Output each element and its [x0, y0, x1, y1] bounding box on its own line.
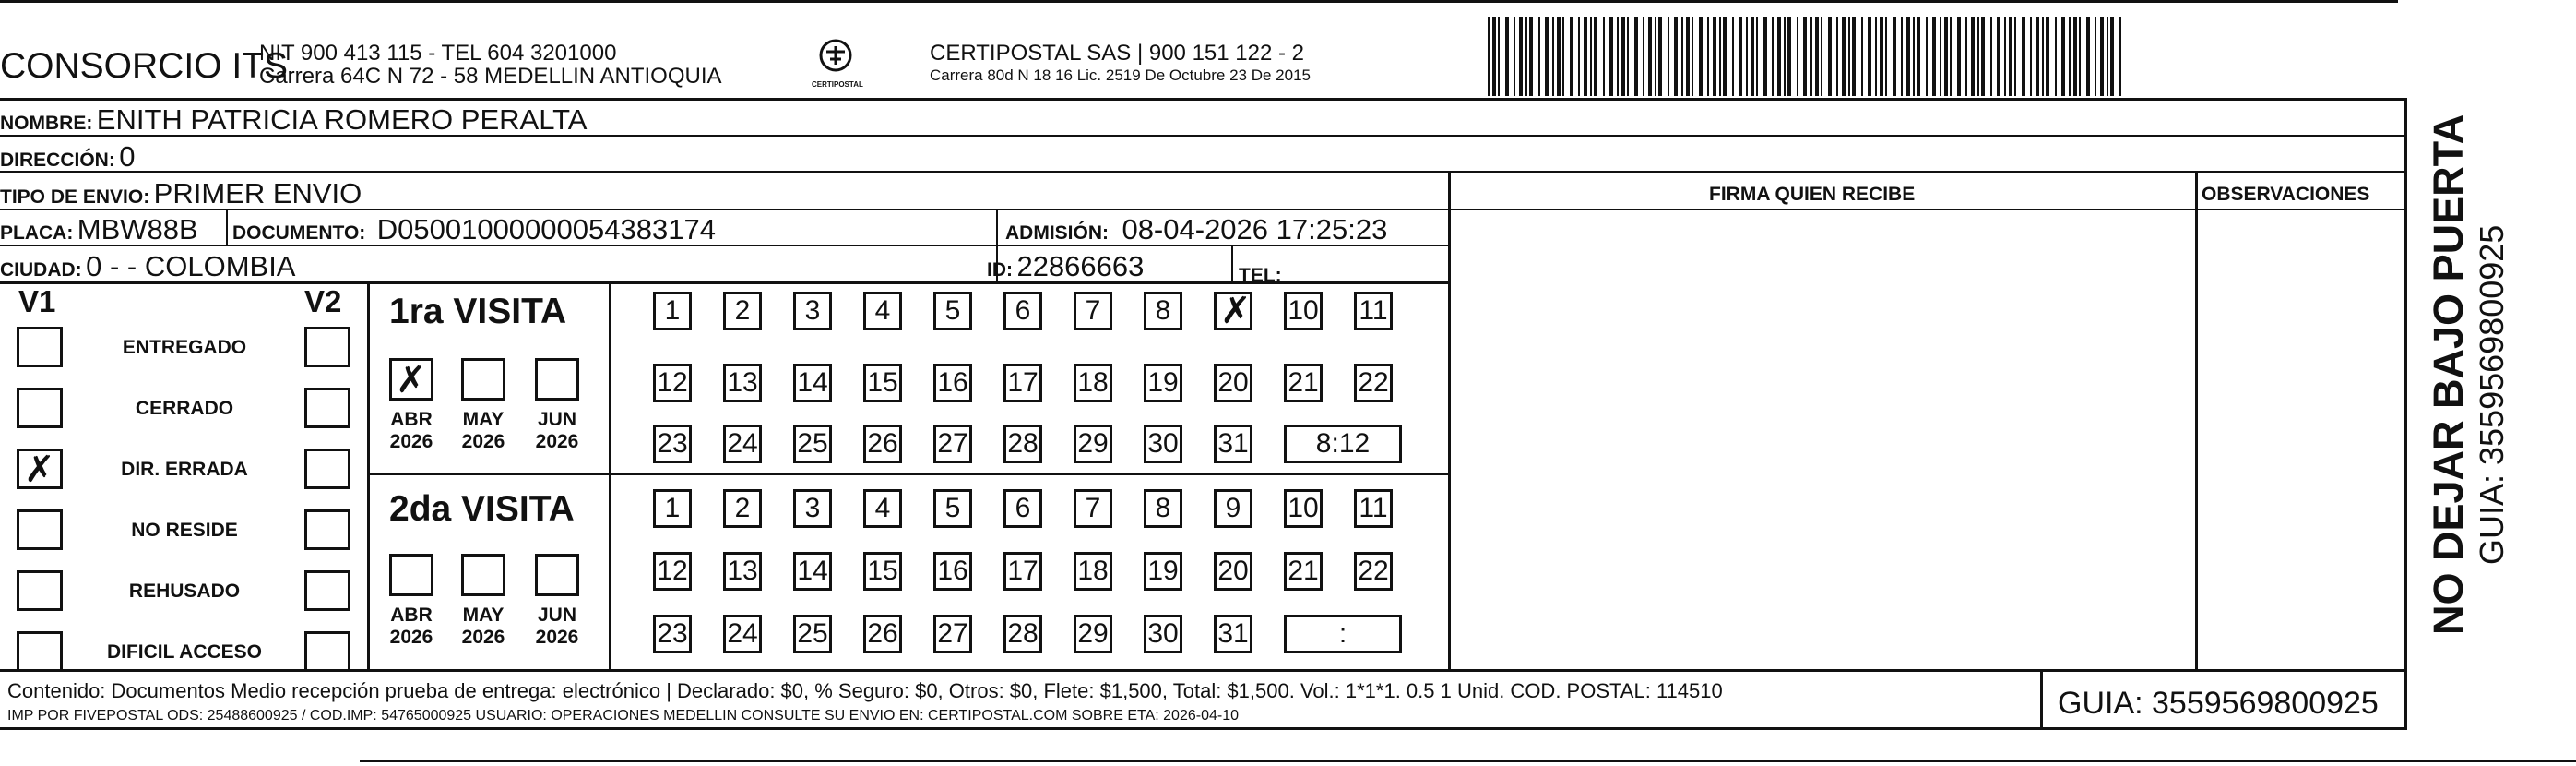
day-box[interactable]: 30: [1144, 425, 1182, 463]
tel-cell-left: [1231, 245, 1233, 282]
barcode-bar: [1756, 17, 1758, 96]
month-checkbox[interactable]: [461, 554, 505, 596]
barcode-bar: [1944, 17, 1948, 96]
day-box[interactable]: 12: [653, 364, 692, 402]
v2-checkbox[interactable]: [304, 449, 350, 489]
barcode-bar: [1732, 17, 1734, 96]
barcode-bar: [1609, 17, 1613, 96]
barcode-bar: [1514, 17, 1515, 96]
barcode-bar: [1590, 17, 1592, 96]
barcode-bar: [1997, 17, 2000, 96]
day-box[interactable]: 2: [723, 489, 762, 528]
barcode-bar: [1681, 17, 1683, 96]
month-label: ABR: [390, 604, 433, 626]
barcode-bar: [1763, 17, 1767, 96]
day-box[interactable]: 8: [1144, 489, 1182, 528]
barcode-bar: [1658, 17, 1662, 96]
day-box[interactable]: 7: [1074, 292, 1112, 330]
day-box[interactable]: 10: [1284, 292, 1323, 330]
barcode-bar: [2009, 17, 2012, 96]
barcode-bar: [2061, 17, 2065, 96]
day-box[interactable]: 15: [863, 552, 902, 591]
day-box[interactable]: 1: [653, 489, 692, 528]
barcode-bar: [1562, 17, 1564, 96]
barcode-bar: [2110, 17, 2114, 96]
placa-value: MBW88B: [77, 213, 198, 245]
month-label: MAY: [462, 409, 505, 430]
day-box[interactable]: 3: [793, 489, 832, 528]
barcode-bar: [1893, 17, 1896, 96]
footer-guia-left: [2040, 670, 2043, 729]
day-box[interactable]: 30: [1144, 615, 1182, 653]
barcode-bar: [1594, 17, 1597, 96]
barcode-bar: [1707, 17, 1709, 96]
barcode-bar: [1668, 17, 1669, 96]
barcode-bar: [2086, 17, 2090, 96]
barcode-bar: [1868, 17, 1871, 96]
barcode-bar: [1751, 17, 1754, 96]
day-box[interactable]: 23: [653, 425, 692, 463]
right-border: [2404, 98, 2407, 730]
barcode-bar: [2055, 17, 2057, 96]
v2-checkbox[interactable]: [304, 388, 350, 428]
ciudad-label: CIUDAD:: [0, 259, 82, 281]
carrier-line: CERTIPOSTAL SAS | 900 151 122 - 2: [930, 41, 1304, 66]
barcode-bar: [1723, 17, 1727, 96]
day-box[interactable]: 16: [933, 364, 972, 402]
status-label: DIR. ERRADA: [121, 459, 248, 480]
month-year: 2026: [535, 627, 579, 648]
side-guia: GUIA: 3559569800925: [2473, 224, 2511, 565]
day-box[interactable]: 12: [653, 552, 692, 591]
day-box[interactable]: 21: [1284, 552, 1323, 591]
day-box[interactable]: 31: [1214, 615, 1252, 653]
status-label: DIFICIL ACCESO: [106, 641, 262, 663]
barcode-bar: [1492, 17, 1496, 96]
day-box[interactable]: 15: [863, 364, 902, 402]
barcode-bar: [1578, 17, 1580, 96]
barcode-bar: [1981, 17, 1985, 96]
day-box[interactable]: 25: [793, 425, 832, 463]
barcode-bar: [1557, 17, 1561, 96]
day-mark-9: ✗: [1220, 290, 1252, 332]
day-box[interactable]: 27: [933, 425, 972, 463]
barcode-bar: [1940, 17, 1941, 96]
placa-label: PLACA:: [0, 222, 74, 244]
day-box[interactable]: 6: [1003, 292, 1042, 330]
month-label: ABR: [390, 409, 433, 430]
barcode-bar: [2073, 17, 2077, 96]
barcode-bar: [1627, 17, 1629, 96]
barcode-bar: [1505, 17, 1509, 96]
status-label: CERRADO: [135, 398, 234, 419]
barcode-bar: [2004, 17, 2006, 96]
footer-line1: Contenido: Documentos Medio recepción prueba de entrega: electrónico | Declarado: $0, % Seguro: $0, Otros: $0, Flete: $1,500, Total: $1,500. Vol.: 1*1*1. 0.5 1 Unid. COD. POSTAL: 114510: [7, 679, 1723, 702]
barcode-bar: [1990, 17, 1992, 96]
barcode-bar: [1719, 17, 1721, 96]
barcode-bar: [1815, 17, 1819, 96]
day-box[interactable]: 4: [863, 489, 902, 528]
month-year: 2026: [461, 431, 505, 452]
barcode-bar: [2095, 17, 2096, 96]
header-bottom-rule: [0, 98, 2407, 101]
day-box[interactable]: 8: [1144, 292, 1182, 330]
visit1-title: 1ra VISITA: [389, 292, 567, 331]
barcode-bar: [1584, 17, 1587, 96]
time-box[interactable]: 8:12: [1284, 425, 1402, 463]
barcode-bar: [2030, 17, 2032, 96]
day-box[interactable]: [1214, 292, 1252, 330]
day-box[interactable]: 7: [1074, 489, 1112, 528]
barcode-bar: [2119, 17, 2121, 96]
barcode-bar: [2022, 17, 2025, 96]
barcode-bar: [1617, 17, 1619, 96]
barcode-bar: [1603, 17, 1605, 96]
barcode-bar: [2069, 17, 2071, 96]
month-label: JUN: [537, 409, 576, 430]
day-box[interactable]: 17: [1003, 552, 1042, 591]
barcode-bar: [1828, 17, 1832, 96]
barcode-bar: [1529, 17, 1533, 96]
barcode-bar: [1739, 17, 1742, 96]
barcode-bar: [1777, 17, 1781, 96]
barcode-bar: [1901, 17, 1903, 96]
status-label: ENTREGADO: [122, 337, 247, 358]
month-checkbox[interactable]: [535, 554, 579, 596]
barcode-bar: [1842, 17, 1846, 96]
sig-header-bottom: [1448, 209, 2407, 210]
v1-check-mark: ✗: [24, 449, 55, 491]
tipo-value: PRIMER ENVIO: [153, 177, 362, 209]
barcode-bar: [1692, 17, 1693, 96]
ciudad-value: 0 - - COLOMBIA: [86, 250, 296, 282]
nombre-value: ENITH PATRICIA ROMERO PERALTA: [96, 103, 588, 136]
visit2-title: 2da VISITA: [389, 489, 575, 529]
day-box[interactable]: 3: [793, 292, 832, 330]
day-box[interactable]: 26: [863, 615, 902, 653]
page-bottom-rule: [360, 760, 2576, 762]
day-box[interactable]: 28: [1003, 615, 1042, 653]
v1-label: V1: [18, 284, 56, 318]
day-box[interactable]: 19: [1144, 552, 1182, 591]
day-box[interactable]: 11: [1354, 292, 1393, 330]
day-box[interactable]: 17: [1003, 364, 1042, 402]
barcode-bar: [2042, 17, 2044, 96]
barcode-bar: [1643, 17, 1644, 96]
barcode-bar: [1861, 17, 1863, 96]
signature-left-border: [1448, 172, 1451, 670]
day-box[interactable]: 18: [1074, 552, 1112, 591]
logo-text: CERTIPOSTAL: [812, 80, 863, 89]
observaciones-left-border: [2195, 172, 2198, 670]
day-box[interactable]: 14: [793, 364, 832, 402]
day-box[interactable]: 4: [863, 292, 902, 330]
barcode-bar: [1488, 17, 1490, 96]
v2-checkbox[interactable]: [304, 327, 350, 367]
day-box[interactable]: 13: [723, 552, 762, 591]
visit-divider: [369, 473, 1450, 475]
month-col-right: [609, 282, 611, 670]
documento-value: D05001000000054383174: [376, 213, 716, 245]
company-name: CONSORCIO ITS: [0, 46, 289, 86]
barcode-bar: [1810, 17, 1812, 96]
day-box[interactable]: 24: [723, 615, 762, 653]
barcode-bar: [1965, 17, 1967, 96]
barcode-bar: [1519, 17, 1523, 96]
month-year: 2026: [461, 627, 505, 648]
month-year: 2026: [535, 431, 579, 452]
day-box[interactable]: 25: [793, 615, 832, 653]
barcode-bar: [2100, 17, 2104, 96]
barcode-bar: [1932, 17, 1936, 96]
top-rule: [0, 0, 2398, 3]
barcode-bar: [1538, 17, 1540, 96]
day-box[interactable]: 24: [723, 425, 762, 463]
direccion-value: 0: [119, 140, 136, 173]
certipostal-logo-icon: [808, 35, 863, 96]
footer-bottom-rule: [0, 727, 2407, 730]
time-box[interactable]: :: [1284, 615, 1402, 653]
day-box[interactable]: 5: [933, 292, 972, 330]
barcode-bar: [2079, 17, 2081, 96]
barcode-bar: [2014, 17, 2016, 96]
barcode-bar: [1525, 17, 1527, 96]
doc-cell-left: [226, 210, 228, 245]
month-year: 2026: [389, 627, 433, 648]
month-checkbox[interactable]: [461, 358, 505, 401]
barcode: [1488, 17, 2131, 96]
barcode-bar: [1913, 17, 1915, 96]
barcode-bar: [1648, 17, 1652, 96]
day-box[interactable]: 29: [1074, 425, 1112, 463]
barcode-bar: [1917, 17, 1920, 96]
barcode-bar: [1885, 17, 1887, 96]
day-box[interactable]: 27: [933, 615, 972, 653]
barcode-bar: [1674, 17, 1678, 96]
day-box[interactable]: 18: [1074, 364, 1112, 402]
admision-value: 08-04-2026 17:25:23: [1122, 213, 1388, 245]
day-box[interactable]: 20: [1214, 552, 1252, 591]
direccion-label: DIRECCIÓN:: [0, 150, 115, 171]
barcode-bar: [1797, 17, 1798, 96]
barcode-bar: [1803, 17, 1807, 96]
barcode-bar: [1836, 17, 1838, 96]
status-label: REHUSADO: [128, 580, 241, 602]
footer-line2: IMP POR FIVEPOSTAL ODS: 25488600925 / COD.IMP: 54765000925 USUARIO: OPERACIONES MEDELLIN CONSULTE SU ENVIO EN: CERTIPOSTAL.COM SOBRE ETA: 2026-04-10: [7, 708, 1239, 724]
day-box[interactable]: 26: [863, 425, 902, 463]
barcode-bar: [1545, 17, 1549, 96]
v2-checkbox[interactable]: [304, 631, 350, 672]
barcode-bar: [1957, 17, 1961, 96]
id-label: ID:: [987, 259, 1013, 281]
day-box[interactable]: 22: [1354, 552, 1393, 591]
observaciones-label: OBSERVACIONES: [2202, 184, 2370, 205]
day-box[interactable]: 10: [1284, 489, 1323, 528]
barcode-bar: [1713, 17, 1716, 96]
day-box[interactable]: 1: [653, 292, 692, 330]
month-checkbox[interactable]: [535, 358, 579, 401]
v2-checkbox[interactable]: [304, 509, 350, 550]
barcode-bar: [1880, 17, 1883, 96]
day-box[interactable]: 14: [793, 552, 832, 591]
barcode-bar: [1655, 17, 1656, 96]
day-box[interactable]: 20: [1214, 364, 1252, 402]
side-notice: NO DEJAR BAJO PUERTA: [2425, 114, 2472, 635]
tipo-label: TIPO DE ENVIO:: [0, 186, 150, 208]
day-box[interactable]: 19: [1144, 364, 1182, 402]
id-value: 22866663: [1016, 250, 1145, 282]
month-label: MAY: [462, 604, 505, 626]
day-box[interactable]: 29: [1074, 615, 1112, 653]
day-box[interactable]: 11: [1354, 489, 1393, 528]
nombre-label: NOMBRE:: [0, 113, 93, 134]
barcode-bar: [1971, 17, 1975, 96]
footer-guia: GUIA: 3559569800925: [2058, 686, 2379, 721]
v2-checkbox[interactable]: [304, 570, 350, 611]
barcode-bar: [1821, 17, 1822, 96]
barcode-bar: [1848, 17, 1850, 96]
direccion-bottom-rule: [0, 171, 2407, 173]
barcode-bar: [1570, 17, 1573, 96]
form-bottom-rule: [0, 669, 2407, 672]
barcode-bar: [1875, 17, 1877, 96]
barcode-bar: [2046, 17, 2049, 96]
day-box[interactable]: 21: [1284, 364, 1323, 402]
month-checkbox[interactable]: [389, 358, 433, 401]
carrier-address: Carrera 80d N 18 16 Lic. 2519 De Octubre 23 De 2015: [930, 66, 1311, 84]
day-box[interactable]: 2: [723, 292, 762, 330]
barcode-bar: [1926, 17, 1928, 96]
barcode-bar: [1621, 17, 1625, 96]
company-address: Carrera 64C N 72 - 58 MEDELLIN ANTIOQUIA: [259, 64, 722, 89]
month-year: 2026: [389, 431, 433, 452]
barcode-bar: [1746, 17, 1748, 96]
barcode-bar: [1772, 17, 1774, 96]
day-box[interactable]: 6: [1003, 489, 1042, 528]
day-box[interactable]: 28: [1003, 425, 1042, 463]
barcode-bar: [1977, 17, 1979, 96]
documento-label: DOCUMENTO:: [232, 222, 366, 244]
admision-label: ADMISIÓN:: [1005, 222, 1109, 244]
month-check-mark: ✗: [396, 359, 427, 401]
barcode-bar: [1852, 17, 1856, 96]
barcode-bar: [1950, 17, 1952, 96]
barcode-bar: [1784, 17, 1786, 96]
day-box[interactable]: 23: [653, 615, 692, 653]
v2-label: V2: [304, 284, 342, 318]
day-box[interactable]: 9: [1214, 489, 1252, 528]
day-box[interactable]: 31: [1214, 425, 1252, 463]
day-box[interactable]: 22: [1354, 364, 1393, 402]
company-nit: NIT 900 413 115 - TEL 604 3201000: [259, 41, 617, 66]
day-box[interactable]: 16: [933, 552, 972, 591]
barcode-bar: [1552, 17, 1554, 96]
day-box[interactable]: 13: [723, 364, 762, 402]
barcode-bar: [2036, 17, 2039, 96]
tel-label: TEL:: [1239, 265, 1282, 286]
barcode-bar: [1686, 17, 1690, 96]
month-checkbox[interactable]: [389, 554, 433, 596]
day-box[interactable]: 5: [933, 489, 972, 528]
month-label: JUN: [537, 604, 576, 626]
status-label: NO RESIDE: [131, 520, 238, 541]
barcode-bar: [1906, 17, 1910, 96]
barcode-bar: [1699, 17, 1703, 96]
barcode-bar: [1634, 17, 1638, 96]
firma-label: FIRMA QUIEN RECIBE: [1709, 184, 1916, 205]
barcode-bar: [1787, 17, 1791, 96]
barcode-bar: [1498, 17, 1500, 96]
barcode-bar: [2107, 17, 2108, 96]
